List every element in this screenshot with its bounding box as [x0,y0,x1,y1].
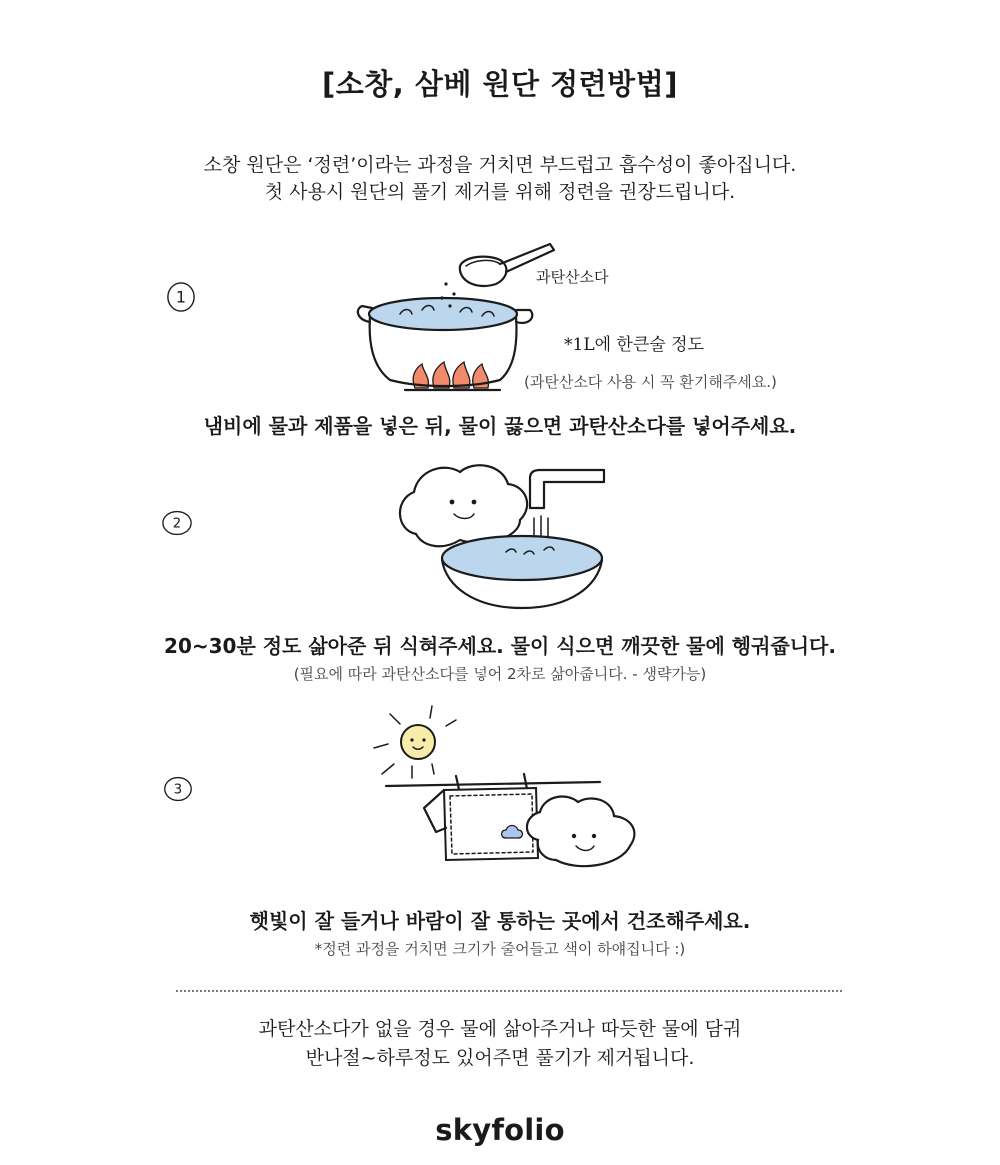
brand-logo: skyfolio [435,1113,565,1147]
svg-text:1: 1 [175,287,187,307]
drying-line-illustration [360,700,660,890]
svg-text:2: 2 [172,516,182,532]
step-2-caption: 20~30분 정도 삶아준 뒤 식혀주세요. 물이 식으면 깨끗한 물에 헹궈줍니다. [164,634,836,658]
step-2-note: (필요에 따라 과탄산소다를 넣어 2차로 삶아줍니다. - 생략가능) [293,665,707,683]
step-2-number-icon [162,508,192,538]
closing-line-2: 반나절~하루정도 있어주면 풀기가 제거됩니다. [305,1047,695,1069]
sun-icon [374,706,456,778]
svg-text:3: 3 [173,782,183,798]
step-3-number-icon [163,774,193,804]
dotted-divider [176,990,842,992]
step-3-caption: 햇빛이 잘 들거나 바람이 잘 통하는 곳에서 건조해주세요. [249,909,751,933]
step-1-caption: 냄비에 물과 제품을 넣은 뒤, 물이 끓으면 과탄산소다를 넣어주세요. [203,414,797,438]
intro-line-1: 소창 원단은 ‘정련’이라는 과정을 거치면 부드럽고 흡수성이 좋아집니다. [203,154,797,176]
step-3-note: *정련 과정을 거치면 크기가 줄어들고 색이 하얘집니다 :) [314,940,686,958]
step-1-label-soda: 과탄산소다 [536,268,609,286]
closing-line-1: 과탄산소다가 없을 경우 물에 삶아주거나 따듯한 물에 담궈 [258,1018,742,1040]
step-1-number-icon [166,282,196,312]
page-title: [소창, 삼베 원단 정련방법] [322,67,678,101]
step-1-label-amount: *1L에 한큰술 정도 [564,335,704,355]
rinse-bowl-illustration [394,460,614,616]
step-1-side-note: (과탄산소다 사용 시 꼭 환기해주세요.) [524,373,777,391]
intro-line-2: 첫 사용시 원단의 풀기 제거를 위해 정련을 권장드립니다. [264,181,736,203]
